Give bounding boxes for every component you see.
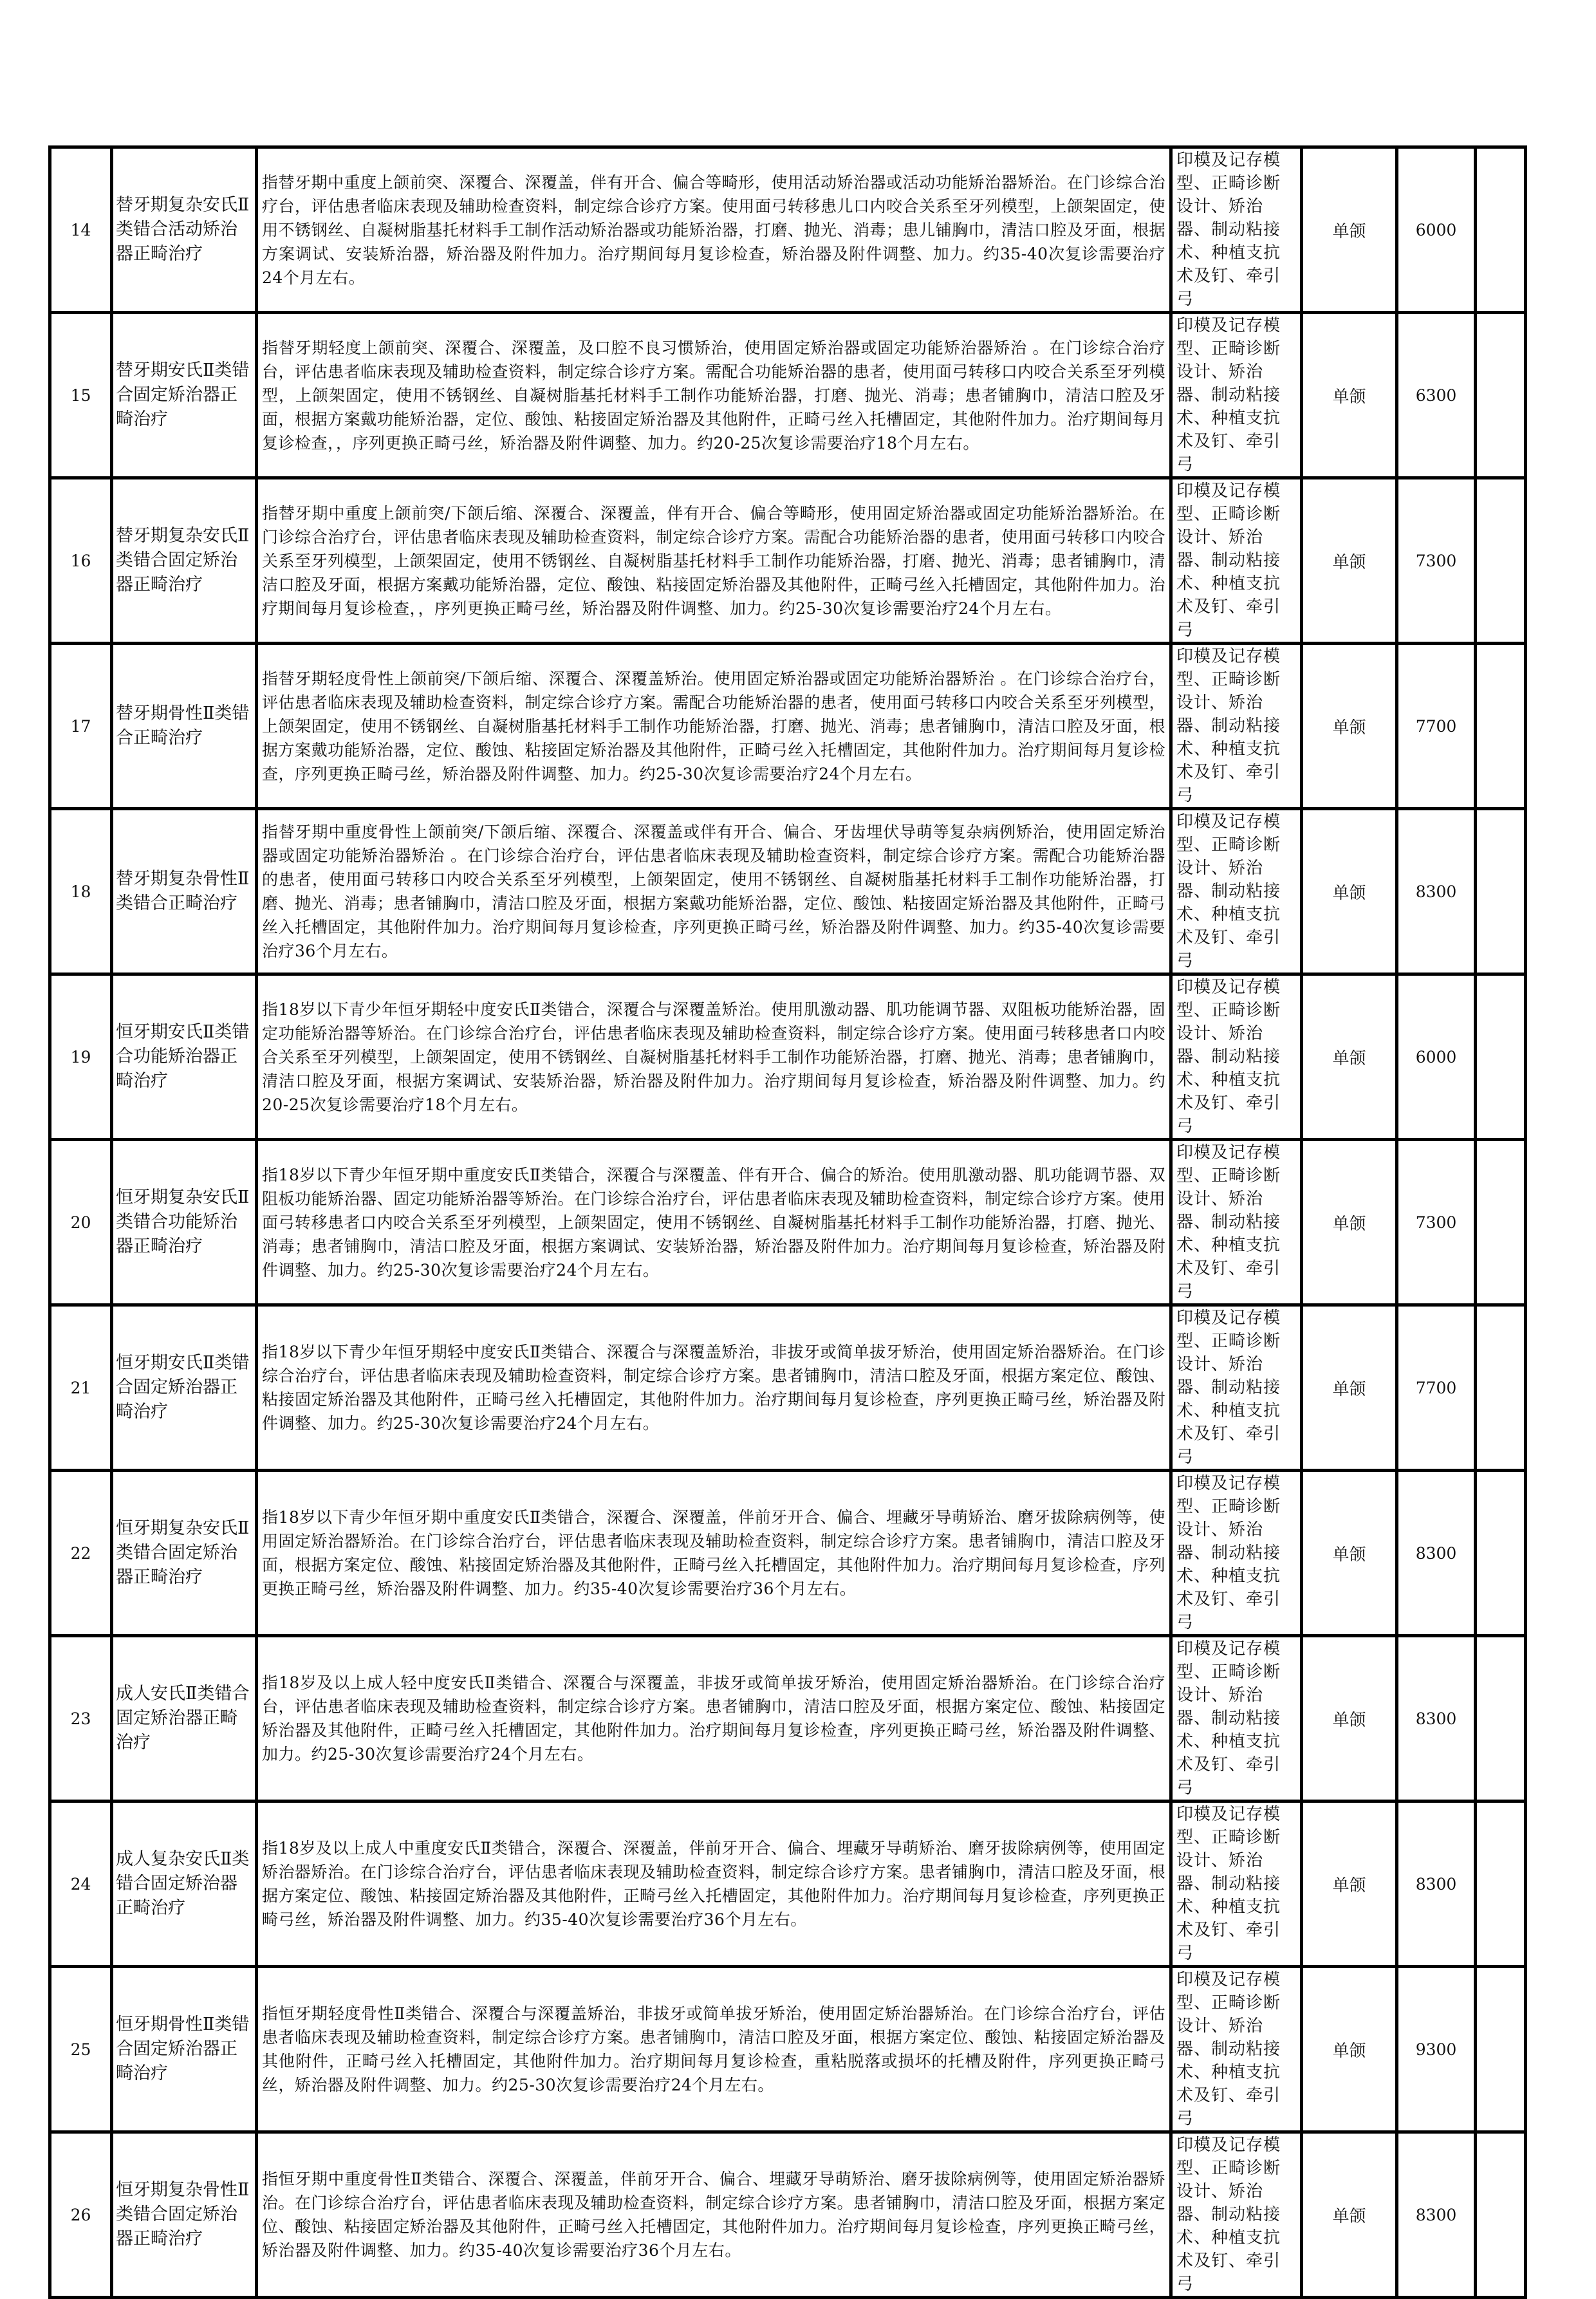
item-description: 指18岁以下青少年恒牙期轻中度安氏Ⅱ类错合，深覆合与深覆盖矫治。使用肌激动器、肌功能调节器、双阻板功能矫治器，固定功能矫治器等矫治。在门诊综合治疗台，评估患者临床表现及辅助检查资料，制定综合诊疗方案。使用面弓转移患者口内咬合关系至牙列模型，上颌架固定，使用不锈钢丝、自凝树脂基托材料手工制作功能矫治器，打磨、抛光、消毒；患者铺胸巾，清洁口腔及牙面，根据方案调试、安装矫治器，矫治器及附件加力。治疗期间每月复诊检查，矫治器及附件调整、加力。约20-25次复诊需要治疗18个月左右。 <box>257 974 1171 1140</box>
item-name: 恒牙期复杂骨性Ⅱ类错合固定矫治器正畸治疗 <box>112 2132 257 2298</box>
row-number: 14 <box>50 147 112 313</box>
table-row <box>50 147 1526 313</box>
price: 8300 <box>1397 2132 1476 2298</box>
item-description: 指替牙期轻度上颌前突、深覆合、深覆盖，及口腔不良习惯矫治，使用固定矫治器或固定功能矫治器矫治 。在门诊综合治疗台，评估患者临床表现及辅助检查资料，制定综合诊疗方案。需配合功能矫治器的患者，使用面弓转移口内咬合关系至牙列模型，上颌架固定，使用不锈钢丝、自凝树脂基托材料手工制作功能矫治器，打磨、抛光、消毒；患者铺胸巾，清洁口腔及牙面，根据方案戴功能矫治器，定位、酸蚀、粘接固定矫治器及其他附件，正畸弓丝入托槽固定，其他附件加力。治疗期间每月复诊检查，，序列更换正畸弓丝，矫治器及附件调整、加力。约20-25次复诊需要治疗18个月左右。 <box>257 313 1171 478</box>
item-name: 成人安氏Ⅱ类错合固定矫治器正畸治疗 <box>112 1636 257 1801</box>
included-content: 印模及记存模型、正畸诊断设计、矫治器、制动粘接术、种植支抗术及钉、牵引弓 <box>1171 809 1302 974</box>
note <box>1476 974 1526 1140</box>
note <box>1476 313 1526 478</box>
item-description: 指替牙期中重度上颌前突/下颌后缩、深覆合、深覆盖，伴有开合、偏合等畸形，使用固定矫治器或固定功能矫治器矫治。在门诊综合治疗台，评估患者临床表现及辅助检查资料，制定综合诊疗方案。需配合功能矫治器的患者，使用面弓转移口内咬合关系至牙列模型，上颌架固定，使用不锈钢丝、自凝树脂基托材料手工制作功能矫治器，打磨、抛光、消毒；患者铺胸巾，清洁口腔及牙面，根据方案戴功能矫治器，定位、酸蚀、粘接固定矫治器及其他附件，正畸弓丝入托槽固定，其他附件加力。治疗期间每月复诊检查，，序列更换正畸弓丝，矫治器及附件调整、加力。约25-30次复诊需要治疗24个月左右。 <box>257 478 1171 644</box>
included-content: 印模及记存模型、正畸诊断设计、矫治器、制动粘接术、种植支抗术及钉、牵引弓 <box>1171 2132 1302 2298</box>
item-description: 指替牙期轻度骨性上颌前突/下颌后缩、深覆合、深覆盖矫治。使用固定矫治器或固定功能矫治器矫治 。在门诊综合治疗台，评估患者临床表现及辅助检查资料，制定综合诊疗方案。需配合功能矫治器的患者，使用面弓转移口内咬合关系至牙列模型，上颌架固定，使用不锈钢丝、自凝树脂基托材料手工制作功能矫治器，打磨、抛光、消毒；患者铺胸巾，清洁口腔及牙面，根据方案戴功能矫治器，定位、酸蚀、粘接固定矫治器及其他附件，正畸弓丝入托槽固定，其他附件加力。治疗期间每月复诊检查，序列更换正畸弓丝，矫治器及附件调整、加力。约25-30次复诊需要治疗24个月左右。 <box>257 644 1171 809</box>
pricing-unit: 单颌 <box>1302 809 1397 974</box>
item-name: 恒牙期复杂安氏Ⅱ类错合功能矫治器正畸治疗 <box>112 1140 257 1305</box>
item-description: 指18岁及以上成人中重度安氏Ⅱ类错合，深覆合、深覆盖，伴前牙开合、偏合、埋藏牙导萌矫治、磨牙拔除病例等，使用固定矫治器矫治。在门诊综合治疗台，评估患者临床表现及辅助检查资料，制定综合诊疗方案。患者铺胸巾，清洁口腔及牙面，根据方案定位、酸蚀、粘接固定矫治器及其他附件，正畸弓丝入托槽固定，其他附件加力。治疗期间每月复诊检查，序列更换正畸弓丝，矫治器及附件调整、加力。约35-40次复诊需要治疗36个月左右。 <box>257 1801 1171 1967</box>
row-number: 23 <box>50 1636 112 1801</box>
included-content: 印模及记存模型、正畸诊断设计、矫治器、制动粘接术、种植支抗术及钉、牵引弓 <box>1171 1801 1302 1967</box>
pricing-unit: 单颌 <box>1302 313 1397 478</box>
table-row <box>50 313 1526 478</box>
price: 8300 <box>1397 809 1476 974</box>
table-row <box>50 1471 1526 1636</box>
row-number: 26 <box>50 2132 112 2298</box>
item-name: 恒牙期安氏Ⅱ类错合功能矫治器正畸治疗 <box>112 974 257 1140</box>
item-name: 替牙期复杂骨性Ⅱ类错合正畸治疗 <box>112 809 257 974</box>
row-number: 15 <box>50 313 112 478</box>
pricing-unit: 单颌 <box>1302 147 1397 313</box>
note <box>1476 1967 1526 2132</box>
row-number: 21 <box>50 1305 112 1471</box>
included-content: 印模及记存模型、正畸诊断设计、矫治器、制动粘接术、种植支抗术及钉、牵引弓 <box>1171 1305 1302 1471</box>
price: 6000 <box>1397 974 1476 1140</box>
included-content: 印模及记存模型、正畸诊断设计、矫治器、制动粘接术、种植支抗术及钉、牵引弓 <box>1171 1471 1302 1636</box>
note <box>1476 1140 1526 1305</box>
included-content: 印模及记存模型、正畸诊断设计、矫治器、制动粘接术、种植支抗术及钉、牵引弓 <box>1171 1140 1302 1305</box>
item-description: 指恒牙期中重度骨性Ⅱ类错合、深覆合、深覆盖，伴前牙开合、偏合、埋藏牙导萌矫治、磨牙拔除病例等，使用固定矫治器矫治。在门诊综合治疗台，评估患者临床表现及辅助检查资料，制定综合诊疗方案。患者铺胸巾，清洁口腔及牙面，根据方案定位、酸蚀、粘接固定矫治器及其他附件，正畸弓丝入托槽固定，其他附件加力。治疗期间每月复诊检查，序列更换正畸弓丝，矫治器及附件调整、加力。约35-40次复诊需要治疗36个月左右。 <box>257 2132 1171 2298</box>
included-content: 印模及记存模型、正畸诊断设计、矫治器、制动粘接术、种植支抗术及钉、牵引弓 <box>1171 313 1302 478</box>
item-description: 指恒牙期轻度骨性Ⅱ类错合、深覆合与深覆盖矫治，非拔牙或简单拔牙矫治，使用固定矫治器矫治。在门诊综合治疗台，评估患者临床表现及辅助检查资料，制定综合诊疗方案。患者铺胸巾，清洁口腔及牙面，根据方案定位、酸蚀、粘接固定矫治器及其他附件，正畸弓丝入托槽固定，其他附件加力。治疗期间每月复诊检查，重粘脱落或损坏的托槽及附件，序列更换正畸弓丝，矫治器及附件调整、加力。约25-30次复诊需要治疗24个月左右。 <box>257 1967 1171 2132</box>
table-row <box>50 644 1526 809</box>
included-content: 印模及记存模型、正畸诊断设计、矫治器、制动粘接术、种植支抗术及钉、牵引弓 <box>1171 644 1302 809</box>
pricing-unit: 单颌 <box>1302 644 1397 809</box>
note <box>1476 147 1526 313</box>
price: 6000 <box>1397 147 1476 313</box>
item-description: 指替牙期中重度骨性上颌前突/下颌后缩、深覆合、深覆盖或伴有开合、偏合、牙齿埋伏导萌等复杂病例矫治，使用固定矫治器或固定功能矫治器矫治 。在门诊综合治疗台，评估患者临床表现及辅助检查资料，制定综合诊疗方案。需配合功能矫治器的患者，使用面弓转移口内咬合关系至牙列模型，上颌架固定，使用不锈钢丝、自凝树脂基托材料手工制作功能矫治器，打磨、抛光、消毒；患者铺胸巾，清洁口腔及牙面，根据方案戴功能矫治器，定位、酸蚀、粘接固定矫治器及其他附件，正畸弓丝入托槽固定，其他附件加力。治疗期间每月复诊检查，序列更换正畸弓丝，矫治器及附件调整、加力。约35-40次复诊需要治疗36个月左右。 <box>257 809 1171 974</box>
row-number: 19 <box>50 974 112 1140</box>
pricing-unit: 单颌 <box>1302 1471 1397 1636</box>
item-name: 替牙期安氏Ⅱ类错合固定矫治器正畸治疗 <box>112 313 257 478</box>
pricing-unit: 单颌 <box>1302 2132 1397 2298</box>
included-content: 印模及记存模型、正畸诊断设计、矫治器、制动粘接术、种植支抗术及钉、牵引弓 <box>1171 974 1302 1140</box>
item-name: 替牙期复杂安氏Ⅱ类错合固定矫治器正畸治疗 <box>112 478 257 644</box>
pricing-unit: 单颌 <box>1302 974 1397 1140</box>
price: 8300 <box>1397 1471 1476 1636</box>
note <box>1476 1471 1526 1636</box>
included-content: 印模及记存模型、正畸诊断设计、矫治器、制动粘接术、种植支抗术及钉、牵引弓 <box>1171 147 1302 313</box>
item-name: 成人复杂安氏Ⅱ类错合固定矫治器正畸治疗 <box>112 1801 257 1967</box>
item-description: 指18岁以下青少年恒牙期中重度安氏Ⅱ类错合，深覆合与深覆盖、伴有开合、偏合的矫治。使用肌激动器、肌功能调节器、双阻板功能矫治器、固定功能矫治器等矫治。在门诊综合治疗台，评估患者临床表现及辅助检查资料，制定综合诊疗方案。使用面弓转移患者口内咬合关系至牙列模型，上颌架固定，使用不锈钢丝、自凝树脂基托材料手工制作功能矫治器，打磨、抛光、消毒；患者铺胸巾，清洁口腔及牙面，根据方案调试、安装矫治器，矫治器及附件加力。治疗期间每月复诊检查，矫治器及附件调整、加力。约25-30次复诊需要治疗24个月左右。 <box>257 1140 1171 1305</box>
item-name: 恒牙期复杂安氏Ⅱ类错合固定矫治器正畸治疗 <box>112 1471 257 1636</box>
pricing-unit: 单颌 <box>1302 1967 1397 2132</box>
item-description: 指18岁以下青少年恒牙期中重度安氏Ⅱ类错合，深覆合、深覆盖，伴前牙开合、偏合、埋藏牙导萌矫治、磨牙拔除病例等，使用固定矫治器矫治。在门诊综合治疗台，评估患者临床表现及辅助检查资料，制定综合诊疗方案。患者铺胸巾，清洁口腔及牙面，根据方案定位、酸蚀、粘接固定矫治器及其他附件，正畸弓丝入托槽固定，其他附件加力。治疗期间每月复诊检查，序列更换正畸弓丝，矫治器及附件调整、加力。约35-40次复诊需要治疗36个月左右。 <box>257 1471 1171 1636</box>
price: 8300 <box>1397 1636 1476 1801</box>
price: 9300 <box>1397 1967 1476 2132</box>
note <box>1476 809 1526 974</box>
item-name: 替牙期复杂安氏Ⅱ类错合活动矫治器正畸治疗 <box>112 147 257 313</box>
table-row <box>50 1305 1526 1471</box>
table-row <box>50 1967 1526 2132</box>
item-description: 指18岁及以上成人轻中度安氏Ⅱ类错合、深覆合与深覆盖，非拔牙或简单拔牙矫治，使用固定矫治器矫治。在门诊综合治疗台，评估患者临床表现及辅助检查资料，制定综合诊疗方案。患者铺胸巾，清洁口腔及牙面，根据方案定位、酸蚀、粘接固定矫治器及其他附件，正畸弓丝入托槽固定，其他附件加力。治疗期间每月复诊检查，序列更换正畸弓丝，矫治器及附件调整、加力。约25-30次复诊需要治疗24个月左右。 <box>257 1636 1171 1801</box>
table-row <box>50 1140 1526 1305</box>
row-number: 24 <box>50 1801 112 1967</box>
table-row <box>50 2132 1526 2298</box>
table-row <box>50 1636 1526 1801</box>
row-number: 22 <box>50 1471 112 1636</box>
note <box>1476 2132 1526 2298</box>
price: 7300 <box>1397 478 1476 644</box>
note <box>1476 644 1526 809</box>
price: 7700 <box>1397 644 1476 809</box>
price: 7700 <box>1397 1305 1476 1471</box>
included-content: 印模及记存模型、正畸诊断设计、矫治器、制动粘接术、种植支抗术及钉、牵引弓 <box>1171 1636 1302 1801</box>
item-description: 指替牙期中重度上颌前突、深覆合、深覆盖，伴有开合、偏合等畸形，使用活动矫治器或活动功能矫治器矫治。在门诊综合治疗台，评估患者临床表现及辅助检查资料，制定综合诊疗方案。使用面弓转移患儿口内咬合关系至牙列模型，上颌架固定，使用不锈钢丝、自凝树脂基托材料手工制作活动矫治器或功能矫治器，打磨、抛光、消毒；患儿铺胸巾，清洁口腔及牙面，根据方案调试、安装矫治器，矫治器及附件加力。治疗期间每月复诊检查，矫治器及附件调整、加力。约35-40次复诊需要治疗24个月左右。 <box>257 147 1171 313</box>
pricing-unit: 单颌 <box>1302 1636 1397 1801</box>
pricing-unit: 单颌 <box>1302 1801 1397 1967</box>
pricing-unit: 单颌 <box>1302 478 1397 644</box>
table-row <box>50 974 1526 1140</box>
note <box>1476 1305 1526 1471</box>
included-content: 印模及记存模型、正畸诊断设计、矫治器、制动粘接术、种植支抗术及钉、牵引弓 <box>1171 478 1302 644</box>
row-number: 18 <box>50 809 112 974</box>
table-row <box>50 478 1526 644</box>
item-name: 恒牙期安氏Ⅱ类错合固定矫治器正畸治疗 <box>112 1305 257 1471</box>
price: 6300 <box>1397 313 1476 478</box>
row-number: 16 <box>50 478 112 644</box>
price: 7300 <box>1397 1140 1476 1305</box>
pricing-unit: 单颌 <box>1302 1305 1397 1471</box>
row-number: 20 <box>50 1140 112 1305</box>
included-content: 印模及记存模型、正畸诊断设计、矫治器、制动粘接术、种植支抗术及钉、牵引弓 <box>1171 1967 1302 2132</box>
orthodontic-fee-table <box>48 145 1527 2299</box>
row-number: 17 <box>50 644 112 809</box>
note <box>1476 1801 1526 1967</box>
table-row <box>50 809 1526 974</box>
item-description: 指18岁以下青少年恒牙期轻中度安氏Ⅱ类错合、深覆合与深覆盖矫治，非拔牙或简单拔牙矫治，使用固定矫治器矫治。在门诊综合治疗台，评估患者临床表现及辅助检查资料，制定综合诊疗方案。患者铺胸巾，清洁口腔及牙面，根据方案定位、酸蚀、粘接固定矫治器及其他附件，正畸弓丝入托槽固定，其他附件加力。治疗期间每月复诊检查，序列更换正畸弓丝，矫治器及附件调整、加力。约25-30次复诊需要治疗24个月左右。 <box>257 1305 1171 1471</box>
item-name: 恒牙期骨性Ⅱ类错合固定矫治器正畸治疗 <box>112 1967 257 2132</box>
item-name: 替牙期骨性Ⅱ类错合正畸治疗 <box>112 644 257 809</box>
note <box>1476 478 1526 644</box>
table-row <box>50 1801 1526 1967</box>
price: 8300 <box>1397 1801 1476 1967</box>
row-number: 25 <box>50 1967 112 2132</box>
note <box>1476 1636 1526 1801</box>
table-body <box>50 147 1526 2298</box>
pricing-unit: 单颌 <box>1302 1140 1397 1305</box>
